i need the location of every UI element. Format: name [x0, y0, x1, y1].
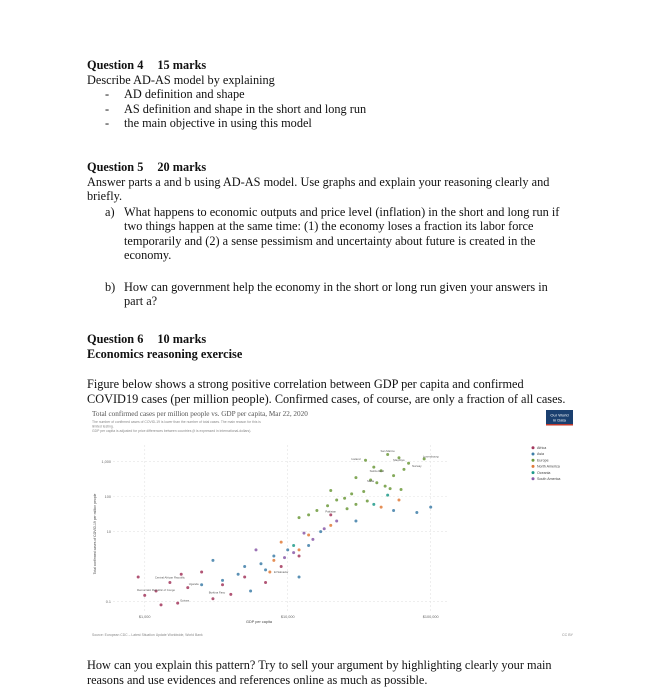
data-point — [292, 544, 295, 547]
data-point — [384, 485, 387, 488]
data-point — [303, 532, 306, 535]
point-label: Guinea — [180, 598, 190, 603]
data-point — [323, 527, 326, 530]
data-point — [137, 576, 140, 579]
data-point — [315, 509, 318, 512]
closing-prompt-line: reasons and use evidences and references online as much as possible. — [87, 672, 428, 687]
data-point — [400, 488, 403, 491]
figure-description — [87, 377, 587, 406]
chart-grid — [113, 445, 447, 612]
closing-prompt-line: How can you explain this pattern? Try to sell your argument by highlighting clearly your main — [87, 658, 552, 672]
owid-logo-line: Our World — [550, 412, 569, 418]
legend-swatch — [532, 471, 535, 474]
y-tick-label: 0.1 — [105, 599, 111, 604]
data-point — [392, 474, 395, 477]
point-label: Norway — [412, 464, 422, 469]
bullet-item: - AS definition and shape in the short and long run — [105, 101, 367, 116]
data-point — [292, 551, 295, 554]
data-point — [386, 494, 389, 497]
data-point — [407, 462, 410, 465]
data-point — [160, 603, 163, 606]
legend-label: Oceania — [537, 470, 551, 475]
question-6-marks: 10 marks — [157, 332, 207, 346]
data-point — [372, 466, 375, 469]
data-point — [298, 516, 301, 519]
chart-subtitle-line: GDP per capita is adjusted for price differences between countries (it is expressed in international-dollars). — [92, 429, 252, 433]
data-point — [326, 504, 329, 507]
data-point — [249, 589, 252, 592]
question-4 — [87, 58, 366, 131]
part-a-line: economy. — [124, 248, 172, 262]
x-tick-label: $1,000 — [138, 615, 151, 619]
data-point — [298, 576, 301, 579]
point-label: El Salvador — [274, 570, 289, 575]
data-point — [386, 453, 389, 456]
question-4-marks: 15 marks — [157, 58, 207, 72]
data-point — [415, 511, 418, 514]
point-label: Central African Republic — [154, 575, 185, 580]
data-point — [311, 538, 314, 541]
data-point — [346, 507, 349, 510]
legend-label: Europe — [537, 458, 549, 463]
question-5-intro-line: Answer parts a and b using AD-AS model. Use graphs and explain your reasoning clearly and — [87, 174, 550, 189]
part-b-line: How can government help the economy in the short or long run given your answers in — [124, 279, 548, 294]
bullet-text: AD definition and shape — [124, 87, 245, 101]
x-tick-label: $100,000 — [422, 615, 439, 619]
data-point — [364, 459, 367, 462]
question-6-heading — [87, 332, 587, 347]
data-point — [335, 499, 338, 502]
data-point — [272, 559, 275, 562]
question-4-heading — [87, 58, 366, 73]
data-point — [307, 513, 310, 516]
legend-label: Africa — [537, 446, 547, 450]
question-6-title: Question 6 — [87, 332, 144, 346]
legend-label: North America — [537, 464, 560, 469]
question-4-title: Question 4 — [87, 58, 144, 72]
data-point — [186, 586, 189, 589]
data-point — [329, 489, 332, 492]
bullet-text: the main objective in using this model — [124, 116, 312, 130]
figure-description-line: Figure below shows a strong positive correlation between GDP per capita and confirmed — [87, 377, 524, 391]
y-tick-label: 100 — [104, 494, 111, 499]
owid-logo-line: in Data — [553, 417, 566, 423]
question-6 — [87, 332, 587, 361]
chart-x-axis-label: GDP per capita — [246, 620, 272, 624]
chart-subtitle-line: limited testing. — [92, 424, 114, 429]
data-point — [307, 533, 310, 536]
data-point — [366, 499, 369, 502]
data-point — [229, 593, 232, 596]
question-4-intro: Describe AD-AS model by explaining — [87, 72, 275, 87]
point-label: Iceland — [351, 457, 361, 462]
data-point — [319, 530, 322, 533]
chart-title: Total confirmed cases per million people vs. GDP per capita, Mar 22, 2020 — [92, 410, 308, 418]
y-tick-label: 10 — [106, 529, 111, 534]
data-point — [354, 503, 357, 506]
data-point — [350, 492, 353, 495]
x-tick-label: $10,000 — [280, 615, 295, 619]
data-point — [329, 524, 332, 527]
data-point — [429, 506, 432, 509]
question-6-subtitle: Economics reasoning exercise — [87, 346, 243, 361]
data-point — [280, 541, 283, 544]
question-5-intro-line: briefly. — [87, 189, 123, 203]
question-5 — [87, 160, 577, 309]
data-point — [335, 520, 338, 523]
data-point — [221, 579, 224, 582]
data-point — [264, 581, 267, 584]
data-point — [268, 570, 271, 573]
point-label: Mauritius — [393, 457, 405, 462]
data-point — [389, 487, 392, 490]
data-point — [283, 556, 286, 559]
bullet-item: - AD definition and shape — [105, 87, 245, 101]
part-a-line: two things happen at the same time: (1) the economy loses a fraction its labor force — [124, 219, 534, 233]
data-point — [397, 499, 400, 502]
part-a-label: a) — [105, 204, 115, 219]
data-point — [243, 576, 246, 579]
data-point — [211, 597, 214, 600]
data-point — [143, 594, 146, 597]
part-a-line: temporarily and (2) a sense pessimism and uncertainty about future is created in the — [124, 233, 536, 248]
data-point — [280, 565, 283, 568]
point-label: Luxembourg — [422, 454, 439, 459]
figure-description-line: COVID19 cases (per million people). Confirmed cases, of course, are only a fraction of all cases. — [87, 391, 566, 406]
point-label: San Marino — [380, 448, 395, 453]
point-label: Malta — [367, 479, 375, 484]
data-point — [298, 548, 301, 551]
data-point — [392, 509, 395, 512]
data-point — [286, 548, 289, 551]
data-point — [254, 548, 257, 551]
data-point — [221, 583, 224, 586]
chart-svg — [87, 407, 579, 652]
point-label: Burkina Faso — [208, 590, 226, 595]
legend-label: South America — [537, 477, 561, 481]
question-5-heading — [87, 160, 577, 175]
part-b — [87, 280, 579, 309]
data-point — [237, 573, 240, 576]
legend-label: Asia — [537, 452, 544, 457]
covid-gdp-chart — [87, 407, 579, 652]
data-point — [243, 565, 246, 568]
part-a-line: What happens to economic outputs and price level (inflation) in the short and long run if — [124, 204, 560, 219]
chart-points — [137, 453, 433, 606]
question-5-title: Question 5 — [87, 160, 144, 174]
data-point — [200, 570, 203, 573]
data-point — [272, 555, 275, 558]
point-label: Democratic Republic of Congo — [137, 587, 176, 592]
data-point — [307, 544, 310, 547]
bullet-text: AS definition and shape in the short and long run — [124, 101, 367, 116]
y-tick-label: 1,000 — [101, 459, 111, 464]
legend-swatch — [532, 453, 535, 456]
closing-prompt — [87, 658, 587, 687]
chart-legend — [532, 446, 561, 481]
owid-logo — [546, 410, 573, 426]
data-point — [354, 476, 357, 479]
chart-subtitle-line: The number of confirmed cases of COVID-19 is lower than the number of total cases. The main reason for this is — [92, 420, 261, 424]
part-a — [87, 205, 579, 263]
data-point — [329, 513, 332, 516]
data-point — [264, 568, 267, 571]
legend-swatch — [532, 459, 535, 462]
chart-y-axis-label: Total confirmed cases of COVID-19 per million people — [93, 493, 97, 575]
legend-swatch — [532, 446, 535, 449]
chart-source: Source: European CDC – Latest Situation Update Worldwide, World Bank — [92, 633, 203, 637]
data-point — [362, 490, 365, 493]
chart-license: CC BY — [562, 633, 573, 637]
data-point — [200, 583, 203, 586]
point-label: Uganda — [188, 581, 199, 586]
legend-swatch — [532, 465, 535, 468]
bullet-item: - the main objective in using this model — [105, 116, 312, 130]
part-b-line: part a? — [124, 294, 158, 308]
data-point — [176, 602, 179, 605]
data-point — [372, 503, 375, 506]
question-5-marks: 20 marks — [157, 160, 207, 174]
data-point — [298, 555, 301, 558]
data-point — [168, 581, 171, 584]
point-label: Pakistan — [325, 509, 337, 514]
data-point — [259, 562, 262, 565]
legend-swatch — [532, 477, 535, 480]
data-point — [211, 559, 214, 562]
data-point — [354, 520, 357, 523]
data-point — [402, 468, 405, 471]
data-point — [343, 497, 346, 500]
data-point — [380, 506, 383, 509]
data-point — [375, 481, 378, 484]
point-label: Switzerland — [369, 469, 385, 474]
part-b-label: b) — [105, 279, 116, 294]
